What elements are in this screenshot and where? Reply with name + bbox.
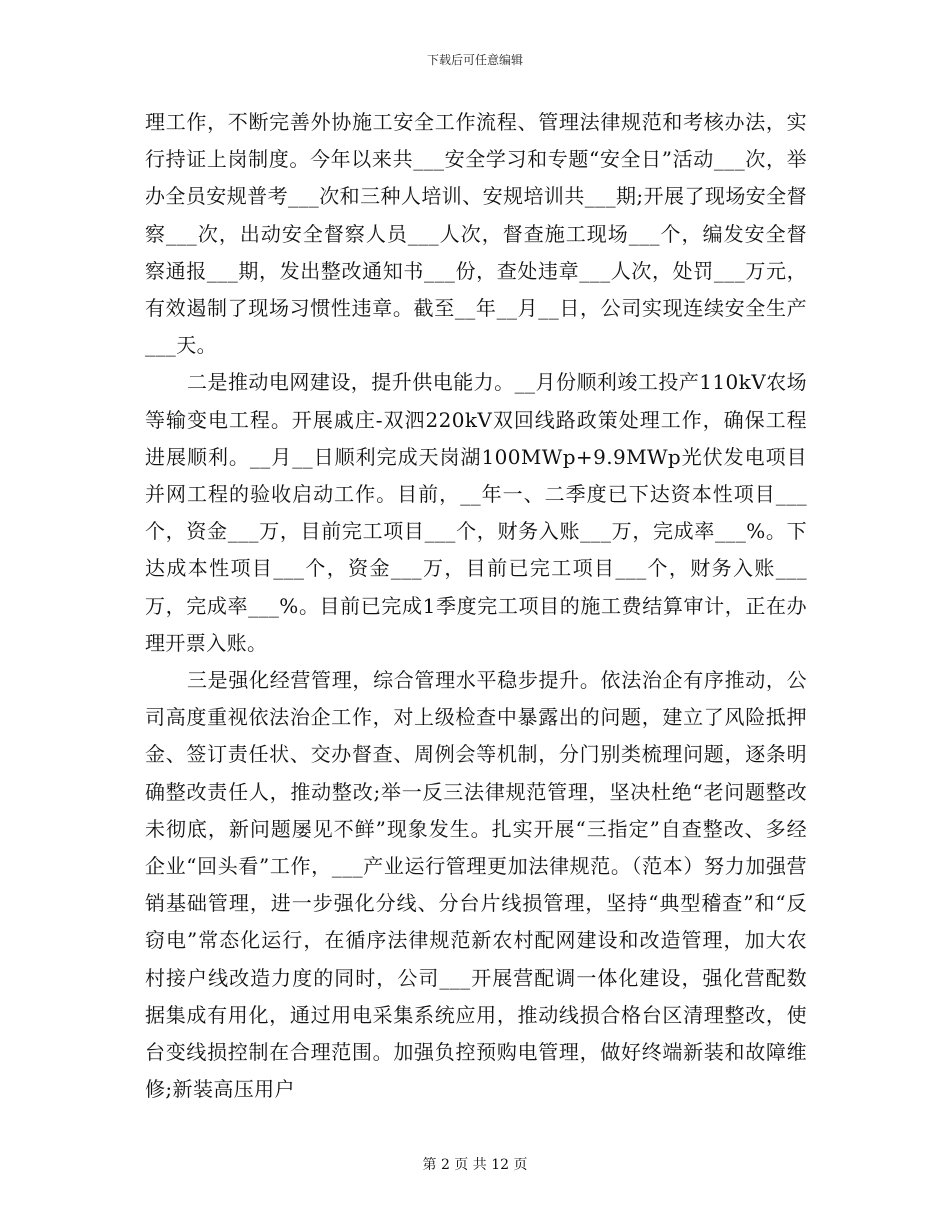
page-header-note: 下载后可任意编辑 — [426, 53, 523, 67]
paragraph-operation-management: 三是强化经营管理，综合管理水平稳步提升。依法治企有序推动，公司高度重视依法治企工作，对上级检查中暴露出的问题，建立了风险抵押金、签订责任状、交办督查、周例会等机制，分门别类梳理问题，逐条明确整改责任人，推动整改;举一反三法律规范管理，坚决杜绝“老问题整改未彻底，新问题屡见不鲜”现象发生。扎实开展“三指定”自查整改、多经企业“回头看”工作，___产业运行管理更加法律规范。（范本）努力加强营销基础管理，进一步强化分线、分台片线损管理，坚持“典型稽查”和“反窃电”常态化运行，在循序法律规范新农村配网建设和改造管理，加大农村接户线改造力度的同时，公司___开展营配调一体化建设，强化营配数据集成有用化，通过用电采集系统应用，推动线损合格台区清理整改，使台变线损控制在合理范围。加强负控预购电管理，做好终端新装和故障维修;新装高压用户 — [145, 668, 807, 1102]
document-body — [145, 104, 807, 1108]
paragraph-grid-construction: 二是推动电网建设，提升供电能力。__月份顺利竣工投产110kV农场等输变电工程。开展戚庄-双泗220kV双回线路政策处理工作，确保工程进展顺利。__月__日顺利完成天岗湖100MWp+9.9MWp光伏发电项目并网工程的验收启动工作。目前，__年一、二季度已下达资本性项目___个，资金___万，目前完工项目___个，财务入账___万，完成率___%。下达成本性项目___个，资金___万，目前已完工项目___个，财务入账___万，完成率___%。目前已完成1季度完工项目的施工费结算审计，正在办理开票入账。 — [145, 370, 807, 655]
page-number: 第 2 页 共 12 页 — [422, 1157, 528, 1173]
paragraph-safety-work: 理工作，不断完善外协施工安全工作流程、管理法律规范和考核办法，实行持证上岗制度。今年以来共___安全学习和专题“安全日”活动___次，举办全员安规普考___次和三种人培训、安规培训共___期;开展了现场安全督察___次，出动安全督察人员___人次，督查施工现场___个，编发安全督察通报___期，发出整改通知书___份，查处违章___人次，处罚___万元，有效遏制了现场习惯性违章。截至__年__月__日，公司实现连续安全生产___天。 — [145, 110, 807, 358]
